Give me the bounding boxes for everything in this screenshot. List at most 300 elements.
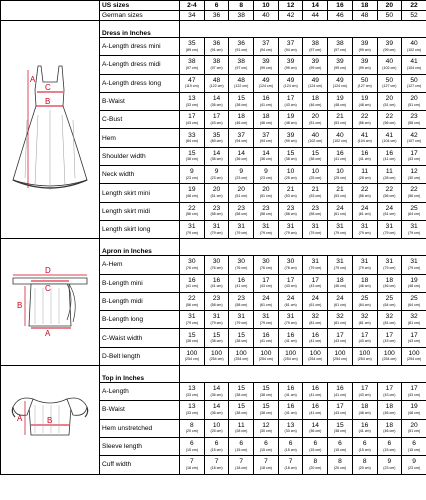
value-centimeters: (25 cm) bbox=[309, 175, 322, 180]
value-inches: 16 bbox=[360, 421, 369, 429]
measurement-cell bbox=[180, 274, 205, 292]
measurement-cell bbox=[377, 311, 402, 329]
value-centimeters: (28 cm) bbox=[383, 175, 396, 180]
value-centimeters: (76 cm) bbox=[284, 265, 297, 270]
value-centimeters: (99 cm) bbox=[358, 47, 371, 52]
value-inches: 39 bbox=[336, 58, 344, 66]
value-inches: 22 bbox=[360, 186, 369, 194]
measurement-cell bbox=[180, 74, 205, 92]
us-sizes-row bbox=[1, 1, 426, 11]
value-inches: 15 bbox=[336, 421, 344, 429]
value-inches: 20 bbox=[410, 421, 418, 429]
value-centimeters: (43 cm) bbox=[358, 392, 371, 397]
value-centimeters: (20 cm) bbox=[333, 465, 347, 470]
measurement-cell bbox=[328, 92, 353, 110]
measurement-cell bbox=[180, 347, 205, 365]
value-centimeters: (51 cm) bbox=[407, 102, 421, 107]
value-inches: 31 bbox=[385, 223, 394, 231]
value-inches: 17 bbox=[286, 94, 295, 102]
value-inches: 24 bbox=[360, 204, 369, 212]
value-centimeters: (99 cm) bbox=[383, 47, 396, 52]
value-centimeters: (58 cm) bbox=[259, 212, 272, 217]
measurement-cell bbox=[377, 202, 402, 220]
measurement-cell bbox=[377, 56, 402, 74]
value-centimeters: (38 cm) bbox=[333, 429, 347, 434]
measurement-cell bbox=[377, 401, 402, 419]
value-centimeters: (56 cm) bbox=[185, 302, 198, 307]
value-inches: 20 bbox=[262, 186, 270, 194]
value-inches: 31 bbox=[237, 223, 245, 231]
value-centimeters: (81 cm) bbox=[407, 320, 421, 325]
measurement-cell bbox=[204, 347, 229, 365]
value-centimeters: (23 cm) bbox=[259, 175, 272, 180]
value-centimeters: (46 cm) bbox=[358, 284, 371, 289]
measurement-cell bbox=[278, 347, 303, 365]
measurement-cell bbox=[254, 147, 279, 165]
value-inches: 31 bbox=[336, 223, 344, 231]
value-inches: 15 bbox=[212, 331, 221, 339]
measurement-cell bbox=[303, 166, 328, 184]
measurement-label: Hem unstretched bbox=[100, 419, 180, 437]
measurement-cell bbox=[278, 401, 303, 419]
value-centimeters: (76 cm) bbox=[185, 265, 198, 270]
value-centimeters: (79 cm) bbox=[407, 230, 421, 235]
value-inches: 17 bbox=[286, 276, 295, 284]
value-centimeters: (97 cm) bbox=[210, 65, 223, 70]
value-centimeters: (91 cm) bbox=[210, 47, 223, 52]
value-inches: 48 bbox=[212, 76, 221, 84]
measurement-cell bbox=[377, 292, 402, 310]
measurement-cell bbox=[402, 38, 426, 56]
apron-diagram-icon bbox=[5, 262, 95, 342]
value-centimeters: (53 cm) bbox=[333, 194, 347, 199]
value-inches: 18 bbox=[385, 421, 394, 429]
measurement-cell bbox=[303, 92, 328, 110]
measurement-label: Length skirt mini bbox=[100, 184, 180, 202]
german-size-cell: 36 bbox=[204, 11, 229, 21]
value-centimeters: (51 cm) bbox=[210, 194, 223, 199]
value-inches: 7 bbox=[239, 458, 244, 466]
measurement-cell bbox=[229, 347, 254, 365]
measurement-cell bbox=[278, 147, 303, 165]
measure-letter: D bbox=[45, 266, 51, 276]
measurement-cell bbox=[278, 166, 303, 184]
value-centimeters: (99 cm) bbox=[333, 65, 347, 70]
value-centimeters: (38 cm) bbox=[309, 157, 322, 162]
measurement-cell bbox=[204, 129, 229, 147]
measurement-cell bbox=[303, 56, 328, 74]
value-inches: 21 bbox=[286, 186, 295, 194]
value-centimeters: (79 cm) bbox=[358, 265, 371, 270]
measurement-cell bbox=[204, 38, 229, 56]
value-centimeters: (51 cm) bbox=[235, 194, 248, 199]
value-centimeters: (122 cm) bbox=[234, 84, 249, 89]
measurement-cell bbox=[352, 202, 377, 220]
measurement-label: Length skirt midi bbox=[100, 202, 180, 220]
measurement-cell bbox=[180, 184, 205, 202]
measurement-cell bbox=[402, 202, 426, 220]
value-inches: 23 bbox=[286, 204, 295, 212]
value-inches: 17 bbox=[212, 113, 221, 121]
value-centimeters: (46 cm) bbox=[358, 410, 371, 415]
value-inches: 15 bbox=[311, 149, 319, 157]
value-inches: 19 bbox=[336, 94, 344, 102]
measurement-cell bbox=[229, 292, 254, 310]
value-centimeters: (20 cm) bbox=[185, 429, 198, 434]
measurement-cell bbox=[328, 111, 353, 129]
measurement-cell bbox=[328, 274, 353, 292]
value-centimeters: (15 cm) bbox=[235, 447, 248, 452]
measurement-cell bbox=[352, 419, 377, 437]
us-size-cell: 6 bbox=[204, 1, 229, 11]
value-inches: 30 bbox=[262, 258, 270, 266]
value-centimeters: (254 cm) bbox=[382, 357, 397, 362]
measurement-cell bbox=[254, 311, 279, 329]
value-centimeters: (48 cm) bbox=[407, 410, 421, 415]
value-inches: 17 bbox=[188, 113, 196, 121]
measurement-cell bbox=[303, 347, 328, 365]
value-centimeters: (41 cm) bbox=[284, 410, 297, 415]
value-centimeters: (58 cm) bbox=[235, 302, 248, 307]
value-centimeters: (122 cm) bbox=[209, 84, 224, 89]
value-inches: 48 bbox=[237, 76, 245, 84]
value-centimeters: (79 cm) bbox=[333, 230, 347, 235]
measurement-cell bbox=[254, 292, 279, 310]
value-centimeters: (53 cm) bbox=[284, 194, 297, 199]
value-centimeters: (79 cm) bbox=[259, 320, 272, 325]
measurement-cell bbox=[278, 329, 303, 347]
value-inches: 10 bbox=[286, 168, 295, 176]
measurement-cell bbox=[377, 329, 402, 347]
value-inches: 11 bbox=[361, 168, 369, 176]
value-inches: 31 bbox=[360, 223, 369, 231]
value-centimeters: (23 cm) bbox=[407, 465, 421, 470]
value-inches: 50 bbox=[360, 76, 369, 84]
measurement-cell bbox=[278, 129, 303, 147]
value-centimeters: (79 cm) bbox=[407, 265, 421, 270]
measurement-cell bbox=[352, 166, 377, 184]
measurement-cell bbox=[402, 74, 426, 92]
measurement-cell bbox=[180, 311, 205, 329]
measurement-cell bbox=[377, 437, 402, 455]
value-inches: 49 bbox=[262, 76, 270, 84]
value-centimeters: (254 cm) bbox=[209, 357, 224, 362]
measurement-cell bbox=[328, 456, 353, 474]
measurement-cell bbox=[229, 274, 254, 292]
value-inches: 41 bbox=[410, 58, 418, 66]
value-inches: 21 bbox=[311, 186, 319, 194]
value-centimeters: (58 cm) bbox=[284, 212, 297, 217]
measurement-cell bbox=[377, 38, 402, 56]
value-inches: 100 bbox=[211, 349, 223, 357]
value-inches: 6 bbox=[412, 439, 416, 447]
value-centimeters: (61 cm) bbox=[259, 302, 272, 307]
value-centimeters: (36 cm) bbox=[309, 429, 322, 434]
value-inches: 17 bbox=[410, 331, 418, 339]
value-centimeters: (104 cm) bbox=[382, 139, 397, 144]
measurement-cell bbox=[402, 437, 426, 455]
measurement-cell bbox=[377, 147, 402, 165]
us-size-cell: 2-4 bbox=[180, 1, 205, 11]
us-size-cell: 22 bbox=[402, 1, 426, 11]
measurement-cell bbox=[254, 184, 279, 202]
measurement-label: Cuff width bbox=[100, 456, 180, 474]
top-diagram-icon bbox=[5, 385, 95, 455]
measurement-cell bbox=[402, 147, 426, 165]
value-centimeters: (76 cm) bbox=[259, 265, 272, 270]
value-centimeters: (254 cm) bbox=[406, 357, 422, 362]
value-inches: 15 bbox=[286, 149, 295, 157]
measure-letter: A bbox=[30, 74, 36, 84]
value-centimeters: (25 cm) bbox=[333, 175, 347, 180]
measurement-cell bbox=[352, 383, 377, 401]
value-centimeters: (56 cm) bbox=[185, 212, 198, 217]
dress-diagram-icon bbox=[5, 60, 95, 200]
value-inches: 35 bbox=[212, 131, 221, 139]
measurement-cell bbox=[377, 274, 402, 292]
measurement-cell bbox=[204, 329, 229, 347]
measurement-cell bbox=[278, 184, 303, 202]
value-centimeters: (38 cm) bbox=[235, 102, 248, 107]
measurement-cell bbox=[402, 347, 426, 365]
measurement-cell bbox=[204, 311, 229, 329]
measurement-cell bbox=[180, 38, 205, 56]
value-inches: 31 bbox=[237, 313, 245, 321]
us-size-cell: 18 bbox=[352, 1, 377, 11]
measurement-cell bbox=[377, 184, 402, 202]
value-centimeters: (41 cm) bbox=[309, 339, 322, 344]
measurement-cell bbox=[352, 92, 377, 110]
value-inches: 20 bbox=[212, 186, 221, 194]
measurement-cell bbox=[204, 220, 229, 238]
measurement-cell bbox=[352, 292, 377, 310]
measurement-cell bbox=[254, 92, 279, 110]
value-inches: 9 bbox=[412, 458, 416, 466]
value-inches: 31 bbox=[262, 223, 270, 231]
measurement-cell bbox=[229, 383, 254, 401]
measurement-cell bbox=[328, 166, 353, 184]
value-inches: 22 bbox=[188, 294, 196, 302]
value-centimeters: (58 cm) bbox=[309, 212, 322, 217]
value-centimeters: (36 cm) bbox=[210, 102, 223, 107]
value-inches: 17 bbox=[360, 385, 369, 393]
value-inches: 14 bbox=[212, 403, 221, 411]
section-title-spacer bbox=[180, 366, 426, 383]
value-inches: 32 bbox=[385, 313, 394, 321]
value-centimeters: (81 cm) bbox=[333, 320, 347, 325]
value-inches: 21 bbox=[336, 113, 344, 121]
value-inches: 36 bbox=[212, 40, 221, 48]
measure-letter: A bbox=[45, 329, 51, 339]
value-inches: 39 bbox=[262, 58, 270, 66]
value-inches: 16 bbox=[262, 94, 270, 102]
measurement-cell bbox=[303, 383, 328, 401]
value-inches: 17 bbox=[262, 276, 270, 284]
value-centimeters: (79 cm) bbox=[185, 320, 198, 325]
measurement-cell bbox=[204, 456, 229, 474]
value-centimeters: (41 cm) bbox=[259, 339, 272, 344]
measurement-cell bbox=[278, 92, 303, 110]
value-centimeters: (43 cm) bbox=[383, 339, 396, 344]
value-centimeters: (36 cm) bbox=[210, 392, 223, 397]
value-inches: 20 bbox=[410, 94, 418, 102]
german-size-cell: 48 bbox=[352, 11, 377, 21]
measurement-cell bbox=[180, 220, 205, 238]
value-centimeters: (46 cm) bbox=[333, 284, 347, 289]
value-inches: 24 bbox=[336, 294, 344, 302]
measurement-cell bbox=[377, 166, 402, 184]
value-inches: 15 bbox=[188, 149, 196, 157]
measurement-cell bbox=[303, 129, 328, 147]
german-size-cell: 34 bbox=[180, 11, 205, 21]
measurement-cell bbox=[402, 256, 426, 274]
value-centimeters: (79 cm) bbox=[309, 265, 322, 270]
us-size-cell: 20 bbox=[377, 1, 402, 11]
value-inches: 9 bbox=[239, 168, 244, 176]
value-inches: 16 bbox=[336, 385, 344, 393]
value-inches: 14 bbox=[311, 421, 319, 429]
value-inches: 6 bbox=[338, 439, 342, 447]
measurement-label: A-Length bbox=[100, 383, 180, 401]
measurement-cell bbox=[402, 419, 426, 437]
value-inches: 30 bbox=[212, 258, 221, 266]
value-centimeters: (18 cm) bbox=[185, 465, 198, 470]
value-inches: 8 bbox=[313, 458, 318, 466]
value-centimeters: (127 cm) bbox=[357, 84, 372, 89]
value-centimeters: (81 cm) bbox=[358, 320, 371, 325]
value-centimeters: (51 cm) bbox=[383, 102, 396, 107]
value-centimeters: (61 cm) bbox=[358, 212, 371, 217]
value-centimeters: (43 cm) bbox=[309, 284, 322, 289]
value-inches: 6 bbox=[362, 439, 367, 447]
measurement-cell bbox=[377, 256, 402, 274]
value-centimeters: (46 cm) bbox=[235, 120, 248, 125]
measurement-cell bbox=[352, 147, 377, 165]
measurement-cell bbox=[303, 437, 328, 455]
value-inches: 39 bbox=[286, 131, 295, 139]
value-inches: 22 bbox=[385, 186, 394, 194]
value-inches: 17 bbox=[410, 385, 418, 393]
value-inches: 18 bbox=[385, 403, 394, 411]
measurement-cell bbox=[254, 220, 279, 238]
dress-illustration-cell bbox=[1, 21, 100, 239]
measurement-cell bbox=[229, 129, 254, 147]
value-centimeters: (41 cm) bbox=[185, 284, 198, 289]
top-section-title: Top in Inches bbox=[100, 366, 180, 383]
value-inches: 14 bbox=[212, 94, 221, 102]
measurement-cell bbox=[303, 329, 328, 347]
value-inches: 12 bbox=[262, 421, 270, 429]
value-inches: 11 bbox=[237, 421, 245, 429]
measurement-label: B-Waist bbox=[100, 92, 180, 110]
value-centimeters: (79 cm) bbox=[210, 320, 223, 325]
value-inches: 8 bbox=[362, 458, 367, 466]
apron-section-title: Apron in Inches bbox=[100, 239, 180, 256]
measurement-label: Sleeve length bbox=[100, 437, 180, 455]
value-centimeters: (33 cm) bbox=[284, 429, 297, 434]
measurement-cell bbox=[229, 202, 254, 220]
measurement-cell bbox=[254, 274, 279, 292]
measurement-label: C-Bust bbox=[100, 111, 180, 129]
value-inches: 100 bbox=[359, 349, 371, 357]
value-centimeters: (18 cm) bbox=[284, 465, 297, 470]
measurement-cell bbox=[278, 383, 303, 401]
value-inches: 10 bbox=[336, 168, 344, 176]
value-centimeters: (43 cm) bbox=[407, 157, 421, 162]
value-centimeters: (23 cm) bbox=[235, 175, 248, 180]
value-centimeters: (43 cm) bbox=[383, 392, 396, 397]
value-inches: 39 bbox=[286, 58, 295, 66]
value-inches: 24 bbox=[385, 204, 394, 212]
value-centimeters: (64 cm) bbox=[407, 212, 421, 217]
value-inches: 24 bbox=[311, 294, 319, 302]
value-centimeters: (23 cm) bbox=[210, 175, 223, 180]
value-inches: 41 bbox=[360, 131, 369, 139]
value-inches: 14 bbox=[237, 149, 245, 157]
measurement-cell bbox=[204, 56, 229, 74]
value-inches: 100 bbox=[334, 349, 346, 357]
value-centimeters: (79 cm) bbox=[284, 230, 297, 235]
value-centimeters: (30 cm) bbox=[407, 175, 421, 180]
value-centimeters: (43 cm) bbox=[407, 392, 421, 397]
measurement-cell bbox=[278, 456, 303, 474]
measurement-cell bbox=[377, 74, 402, 92]
german-size-cell: 44 bbox=[303, 11, 328, 21]
value-inches: 37 bbox=[262, 40, 270, 48]
measurement-cell bbox=[180, 437, 205, 455]
measurement-cell bbox=[328, 202, 353, 220]
value-inches: 23 bbox=[410, 113, 418, 121]
value-inches: 38 bbox=[237, 58, 245, 66]
value-centimeters: (43 cm) bbox=[210, 120, 223, 125]
value-inches: 6 bbox=[313, 439, 318, 447]
measurement-cell bbox=[204, 202, 229, 220]
measurement-cell bbox=[402, 456, 426, 474]
measurement-cell bbox=[180, 202, 205, 220]
measurement-cell bbox=[180, 401, 205, 419]
value-centimeters: (18 cm) bbox=[259, 465, 272, 470]
us-size-cell: 14 bbox=[303, 1, 328, 11]
measurement-cell bbox=[229, 220, 254, 238]
measurement-cell bbox=[377, 347, 402, 365]
measurement-cell bbox=[254, 383, 279, 401]
value-inches: 100 bbox=[260, 349, 272, 357]
measurement-cell bbox=[229, 311, 254, 329]
value-inches: 36 bbox=[237, 40, 245, 48]
value-inches: 40 bbox=[385, 58, 394, 66]
measurement-label: Shoulder width bbox=[100, 147, 180, 165]
value-centimeters: (64 cm) bbox=[358, 302, 371, 307]
value-inches: 18 bbox=[360, 276, 369, 284]
value-inches: 25 bbox=[410, 204, 418, 212]
value-inches: 30 bbox=[286, 258, 295, 266]
value-centimeters: (79 cm) bbox=[333, 265, 347, 270]
measurement-cell bbox=[229, 92, 254, 110]
measurement-cell bbox=[328, 311, 353, 329]
value-inches: 100 bbox=[285, 349, 297, 357]
value-centimeters: (119 cm) bbox=[184, 84, 199, 89]
measurement-cell bbox=[180, 419, 205, 437]
value-inches: 41 bbox=[385, 131, 394, 139]
value-inches: 31 bbox=[188, 313, 196, 321]
value-inches: 15 bbox=[262, 403, 270, 411]
value-centimeters: (56 cm) bbox=[383, 194, 396, 199]
value-centimeters: (254 cm) bbox=[332, 357, 348, 362]
value-centimeters: (15 cm) bbox=[210, 447, 223, 452]
measurement-cell bbox=[229, 437, 254, 455]
value-inches: 17 bbox=[360, 331, 369, 339]
measurement-cell bbox=[204, 437, 229, 455]
